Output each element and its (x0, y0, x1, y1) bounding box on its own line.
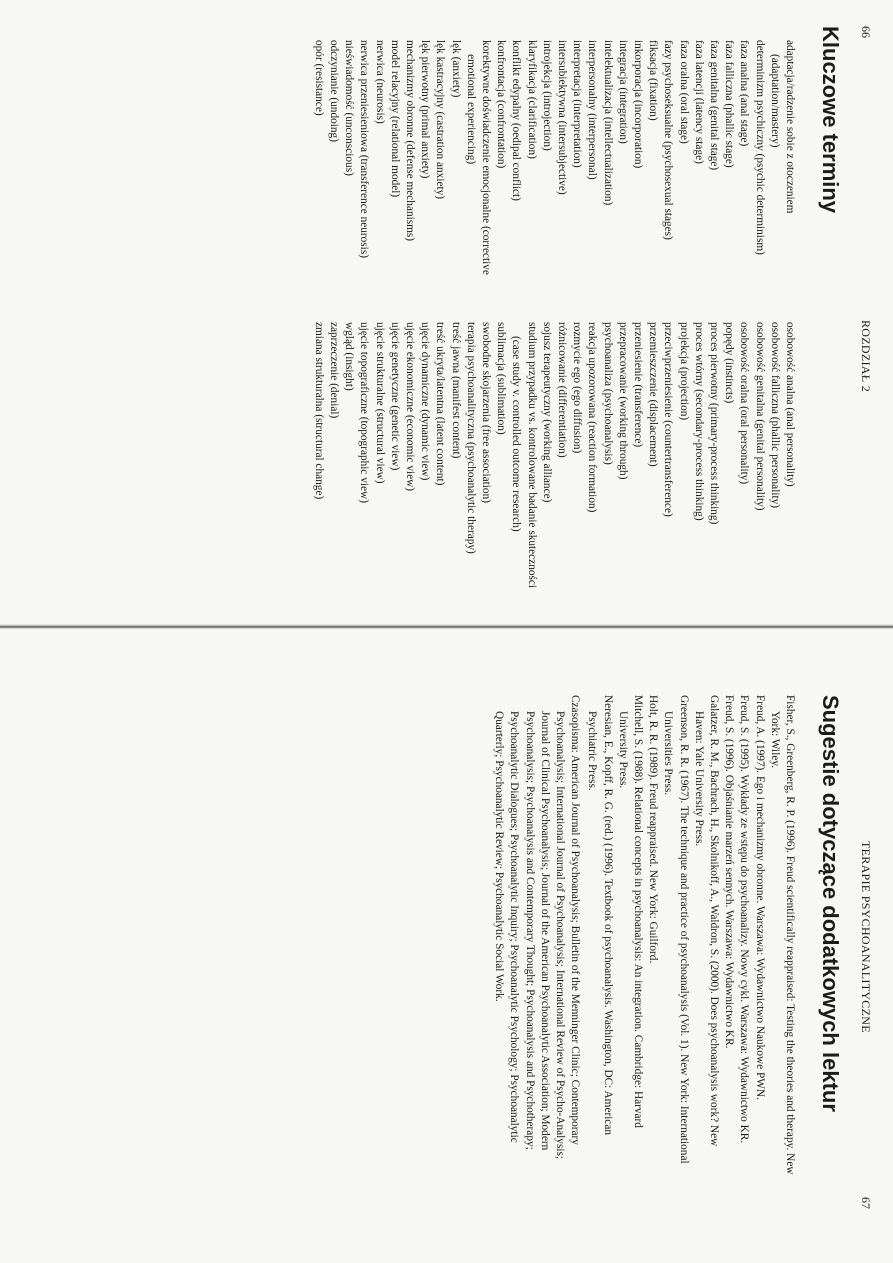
term-item: osobowość genitalna (genital personality) (753, 322, 766, 511)
term-item: intelektualizacja (intellectualization) (601, 40, 614, 206)
term-item: proces pierwotny (primary-process thinking) (707, 322, 720, 525)
reference-item: Mitchell, S. (1988). Relational concepts in psychoanalysis: An integration. Cambridge: Harvard University Press. (616, 695, 644, 1128)
term-item: inkorporacja (incorporation) (631, 40, 644, 169)
page-number: 67 (859, 1197, 873, 1209)
right-page (0, 631, 893, 1263)
term-item: przemieszczenie (displacement) (647, 322, 660, 467)
term-item: odczynianie (undoing) (327, 40, 340, 142)
term-item: nerwica (neurosis) (373, 40, 386, 124)
term-item: konflikt edypalny (oedipal conflict) (510, 40, 523, 201)
term-item: osobowość falliczna (phallic personality) (768, 322, 781, 509)
term-item: terapia psychoanalityczna (psychoanalytic therapy) (464, 322, 477, 554)
term-item: ujęcie strukturalne (structural view) (373, 322, 386, 484)
reference-item: Galatzer, R. M., Bachrach, H., Skolnikoff, A., Waldron, S. (2000). Does psychoanalysis work? New Haven: Yale University Press. (692, 695, 720, 1147)
term-item: integracja (integration) (616, 40, 629, 144)
term-item: sublimacja (sublimation) (495, 322, 508, 435)
reference-item: Freud, S. (1996). Objaśnianie marzeń sennych. Warszawa: Wydawnictwo KR. (723, 695, 736, 1049)
term-item: przeniesienie (transference) (631, 322, 644, 448)
term-item: faza latencji (latency stage) (692, 40, 705, 164)
section-title: Kluczowe terminy (818, 26, 843, 214)
term-item: faza oralna (oral stage) (677, 40, 690, 144)
terms-column-2 (311, 322, 798, 602)
term-item: faza falliczna (phallic stage) (723, 40, 736, 168)
reference-item: Greenson, R. R. (1967). The technique and practice of psychoanalysis (Vol. 1). New York: International Universities Press. (662, 695, 690, 1164)
term-item: psychoanaliza (psychoanalysis) (601, 322, 614, 465)
left-page (0, 0, 893, 631)
term-item: konfrontacja (confrontation) (495, 40, 508, 169)
section-title: Sugestie dotyczące dodatkowych lektur (818, 695, 843, 1112)
term-item: zmiana strukturalna (structural change) (312, 322, 325, 500)
term-item: fiksacja (fixation) (647, 40, 660, 121)
term-item: treść jawna (manifest content) (449, 322, 462, 459)
term-item: sojusz terapeutyczny (working alliance) (540, 322, 553, 503)
term-item: proces wtórny (secondary-process thinking) (692, 322, 705, 521)
term-item: faza genitalna (genital stage) (707, 40, 720, 171)
term-item: lęk (anxiety) (449, 40, 462, 98)
term-item: interpretacja (interpretation) (571, 40, 584, 168)
term-item: mechanizmy obronne (defense mechanisms) (403, 40, 416, 242)
reference-item: Neresian, E., Kopff, R. G. (red.) (1996). Textbook of psychoanalysis. Washington, DC: American Psychiatric Press. (586, 695, 614, 1136)
term-item: treść ukryta/latentna (latent content) (434, 322, 447, 486)
book-gutter (0, 624, 893, 629)
term-item: reakcja upozorowana (reaction formation) (586, 322, 599, 513)
running-head: ROZDZIAŁ 2 (859, 320, 873, 392)
running-head: TERAPIE PSYCHOANALITYCZNE (859, 841, 873, 1033)
term-item: projekcja (projection) (677, 322, 690, 421)
term-item: faza analna (anal stage) (738, 40, 751, 147)
term-item: ujęcie genetyczne (genetic view) (388, 322, 401, 471)
term-item: intersubiektywna (intersubjective) (555, 40, 568, 195)
term-item: zaprzeczenie (denial) (327, 322, 340, 419)
terms-column-1 (311, 40, 798, 290)
term-item: nerwica przeniesieniowa (transference neurosis) (358, 40, 371, 258)
journals-list: Czasopisma: American Journal of Psychoanalysis; Bulletin of the Menninger Clinic; Contemporary Psychoanalysis; International Journal of Psychoanalysis; International Review of Psycho-Analysis; Journal of Clinical Psychoanalysis; Journal of the American Psychoanalytic Association; Modern Psychoanalysis; Psychoanalysis and Contemporary Thought; Psychoanalysis and Psychotherapy; Psychoanalytic Dialogues; Psychoanalytic Inquiry; Psychoanalytic Psychology; Psychoanalytic Quarterly; Psychoanalytic Review; Psychoanalytic Social Work. (493, 695, 582, 1160)
term-item: interpersonalny (interpersonal) (586, 40, 599, 180)
term-item: lęk pierwotny (primal anxiety) (419, 40, 432, 179)
reference-item: Fisher, S., Greenberg, R. P. (1996). Freud scientifically reappraised: Testing the theories and therapy. New York: Wiley. (768, 695, 796, 1175)
term-item: różnicowanie (differentiation) (555, 322, 568, 458)
term-item: przepracowanie (working through) (616, 322, 629, 480)
term-item: ujęcie topograficzne (topographic view) (358, 322, 371, 503)
term-item: swobodne skojarzenia (free association) (479, 322, 492, 503)
term-item: lęk kastracyjny (castration anxiety) (434, 40, 447, 200)
reference-item: Freud, A. (1997). Ego i mechanizmy obronne. Warszawa: Wydawnictwo Naukowe PWN. (753, 695, 766, 1100)
term-item: osobowość oralna (oral personality) (738, 322, 751, 485)
term-item: popędy (instincts) (723, 322, 736, 404)
term-item: wgląd (insight) (343, 322, 356, 391)
term-item: przeciwprzeniesienie (countertransference) (662, 322, 675, 517)
term-item: rozmycie ego (ego diffusion) (571, 322, 584, 454)
term-item: nieświadomość (unconscious) (343, 40, 356, 176)
term-item: opór (resistance) (312, 40, 325, 116)
reference-item: Freud, S. (1995). Wykłady ze wstępu do psychoanalizy. Nowy cykl. Warszawa: Wydawnictwo KR. (738, 695, 751, 1144)
term-item: studium przypadku vs. kontrolowane badanie skuteczności (case study v. controlled outcome research) (510, 322, 538, 589)
term-item: model relacyjny (relational model) (388, 40, 401, 198)
references-list (491, 695, 797, 1175)
term-item: determinizm psychiczny (psychic determinism) (753, 40, 766, 255)
reference-item: Holt, R. R. (1989). Freud reappraised. New York: Guilford. (647, 695, 660, 964)
term-item: fazy psychoseksualne (psychosexual stages) (662, 40, 675, 240)
term-item: osobowość analna (anal personality) (784, 322, 796, 487)
term-item: ujęcie ekonomiczne (economic view) (403, 322, 416, 492)
term-item: korektywne doświadczenie emocjonalne (corrective emotional experiencing) (464, 40, 492, 275)
term-item: klaryfikacja (clarification) (525, 40, 538, 159)
term-item: ujęcie dynamiczne (dynamic view) (419, 322, 432, 481)
page-number: 66 (859, 26, 873, 38)
term-item: introjekcja (introjection) (540, 40, 553, 151)
term-item: adaptacja/radzenie sobie z otoczeniem (adaptation/mastery) (768, 40, 796, 214)
